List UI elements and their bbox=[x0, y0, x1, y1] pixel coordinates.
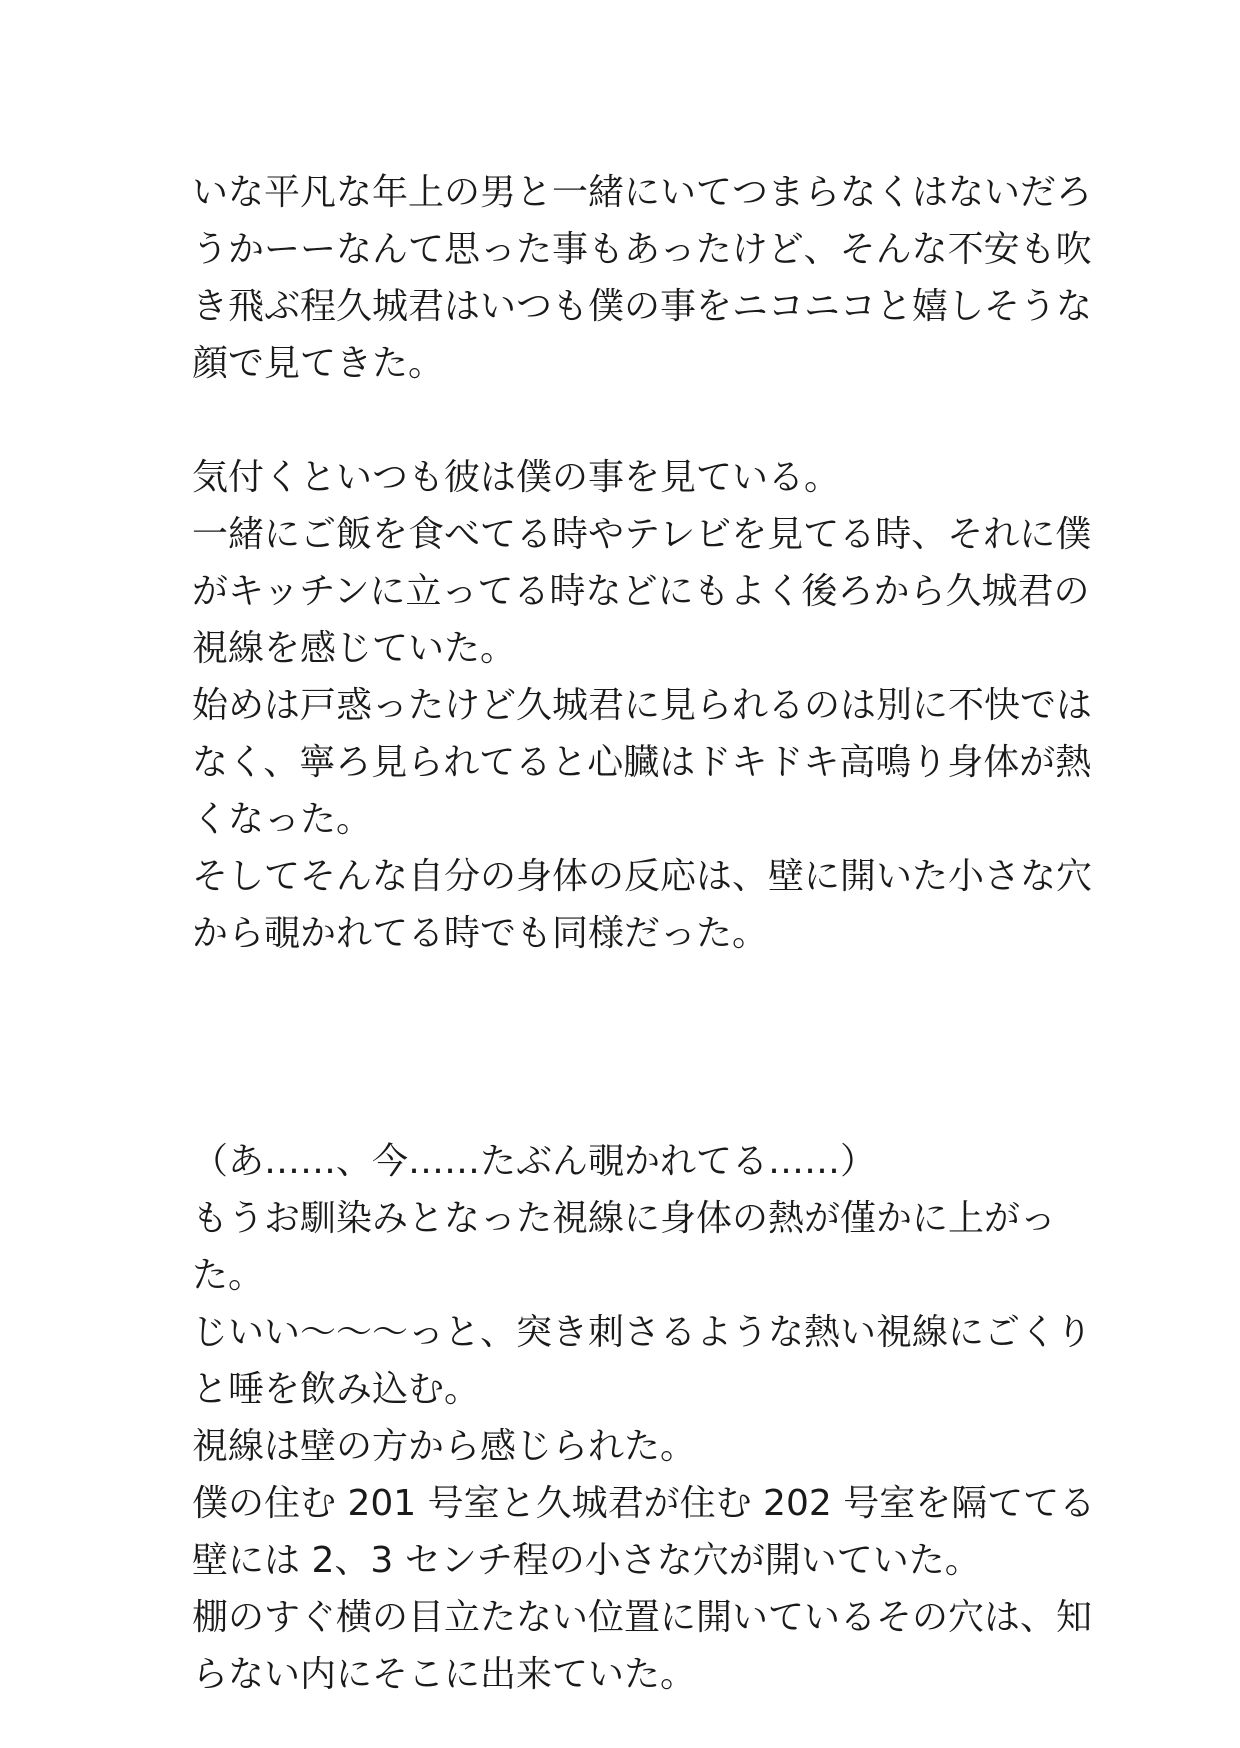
text-line: がキッチンに立ってる時などにもよく後ろから久城君の bbox=[192, 571, 1090, 612]
blank-line bbox=[192, 1076, 1072, 1133]
text-line: くなった。 bbox=[192, 799, 373, 840]
text-line: 壁には 2、3 センチ程の小さな穴が開いていた。 bbox=[192, 1540, 981, 1581]
text-line: らない内にそこに出来ていた。 bbox=[192, 1654, 697, 1695]
blank-line bbox=[192, 392, 1072, 449]
text-line: そしてそんな自分の身体の反応は、壁に開いた小さな穴 bbox=[192, 856, 1093, 897]
text-line: 僕の住む 201 号室と久城君が住む 202 号室を隔ててる bbox=[192, 1483, 1096, 1524]
text-line: 始めは戸惑ったけど久城君に見られるのは別に不快では bbox=[192, 685, 1093, 726]
blank-line bbox=[192, 962, 1072, 1019]
text-line: なく、寧ろ見られてると心臓はドキドキ高鳴り身体が熱 bbox=[192, 742, 1092, 783]
text-line: （あ……、今……たぶん覗かれてる……） bbox=[192, 1141, 877, 1182]
text-line: もうお馴染みとなった視線に身体の熱が僅かに上がっ bbox=[192, 1198, 1057, 1239]
text-line: き飛ぶ程久城君はいつも僕の事をニコニコと嬉しそうな bbox=[192, 286, 1093, 327]
blank-line bbox=[192, 1019, 1072, 1076]
text-line: た。 bbox=[192, 1255, 265, 1296]
text-line: じいい〜〜〜っと、突き刺さるような熱い視線にごくり bbox=[192, 1312, 1093, 1353]
text-line: いな平凡な年上の男と一緒にいてつまらなくはないだろ bbox=[192, 172, 1093, 213]
text-line: 視線を感じていた。 bbox=[192, 628, 517, 669]
body-text bbox=[192, 164, 1096, 1703]
text-line: 視線は壁の方から感じられた。 bbox=[192, 1426, 697, 1467]
text-line: うかーーなんて思った事もあったけど、そんな不安も吹 bbox=[192, 229, 1092, 270]
text-line: 顔で見てきた。 bbox=[192, 343, 445, 384]
text-line: 気付くといつも彼は僕の事を見ている。 bbox=[192, 457, 841, 498]
text-line: から覗かれてる時でも同様だった。 bbox=[192, 913, 769, 954]
text-line: と唾を飲み込む。 bbox=[192, 1369, 481, 1410]
text-line: 一緒にご飯を食べてる時やテレビを見てる時、それに僕 bbox=[192, 514, 1092, 555]
text-line: 棚のすぐ横の目立たない位置に開いているその穴は、知 bbox=[192, 1597, 1093, 1638]
